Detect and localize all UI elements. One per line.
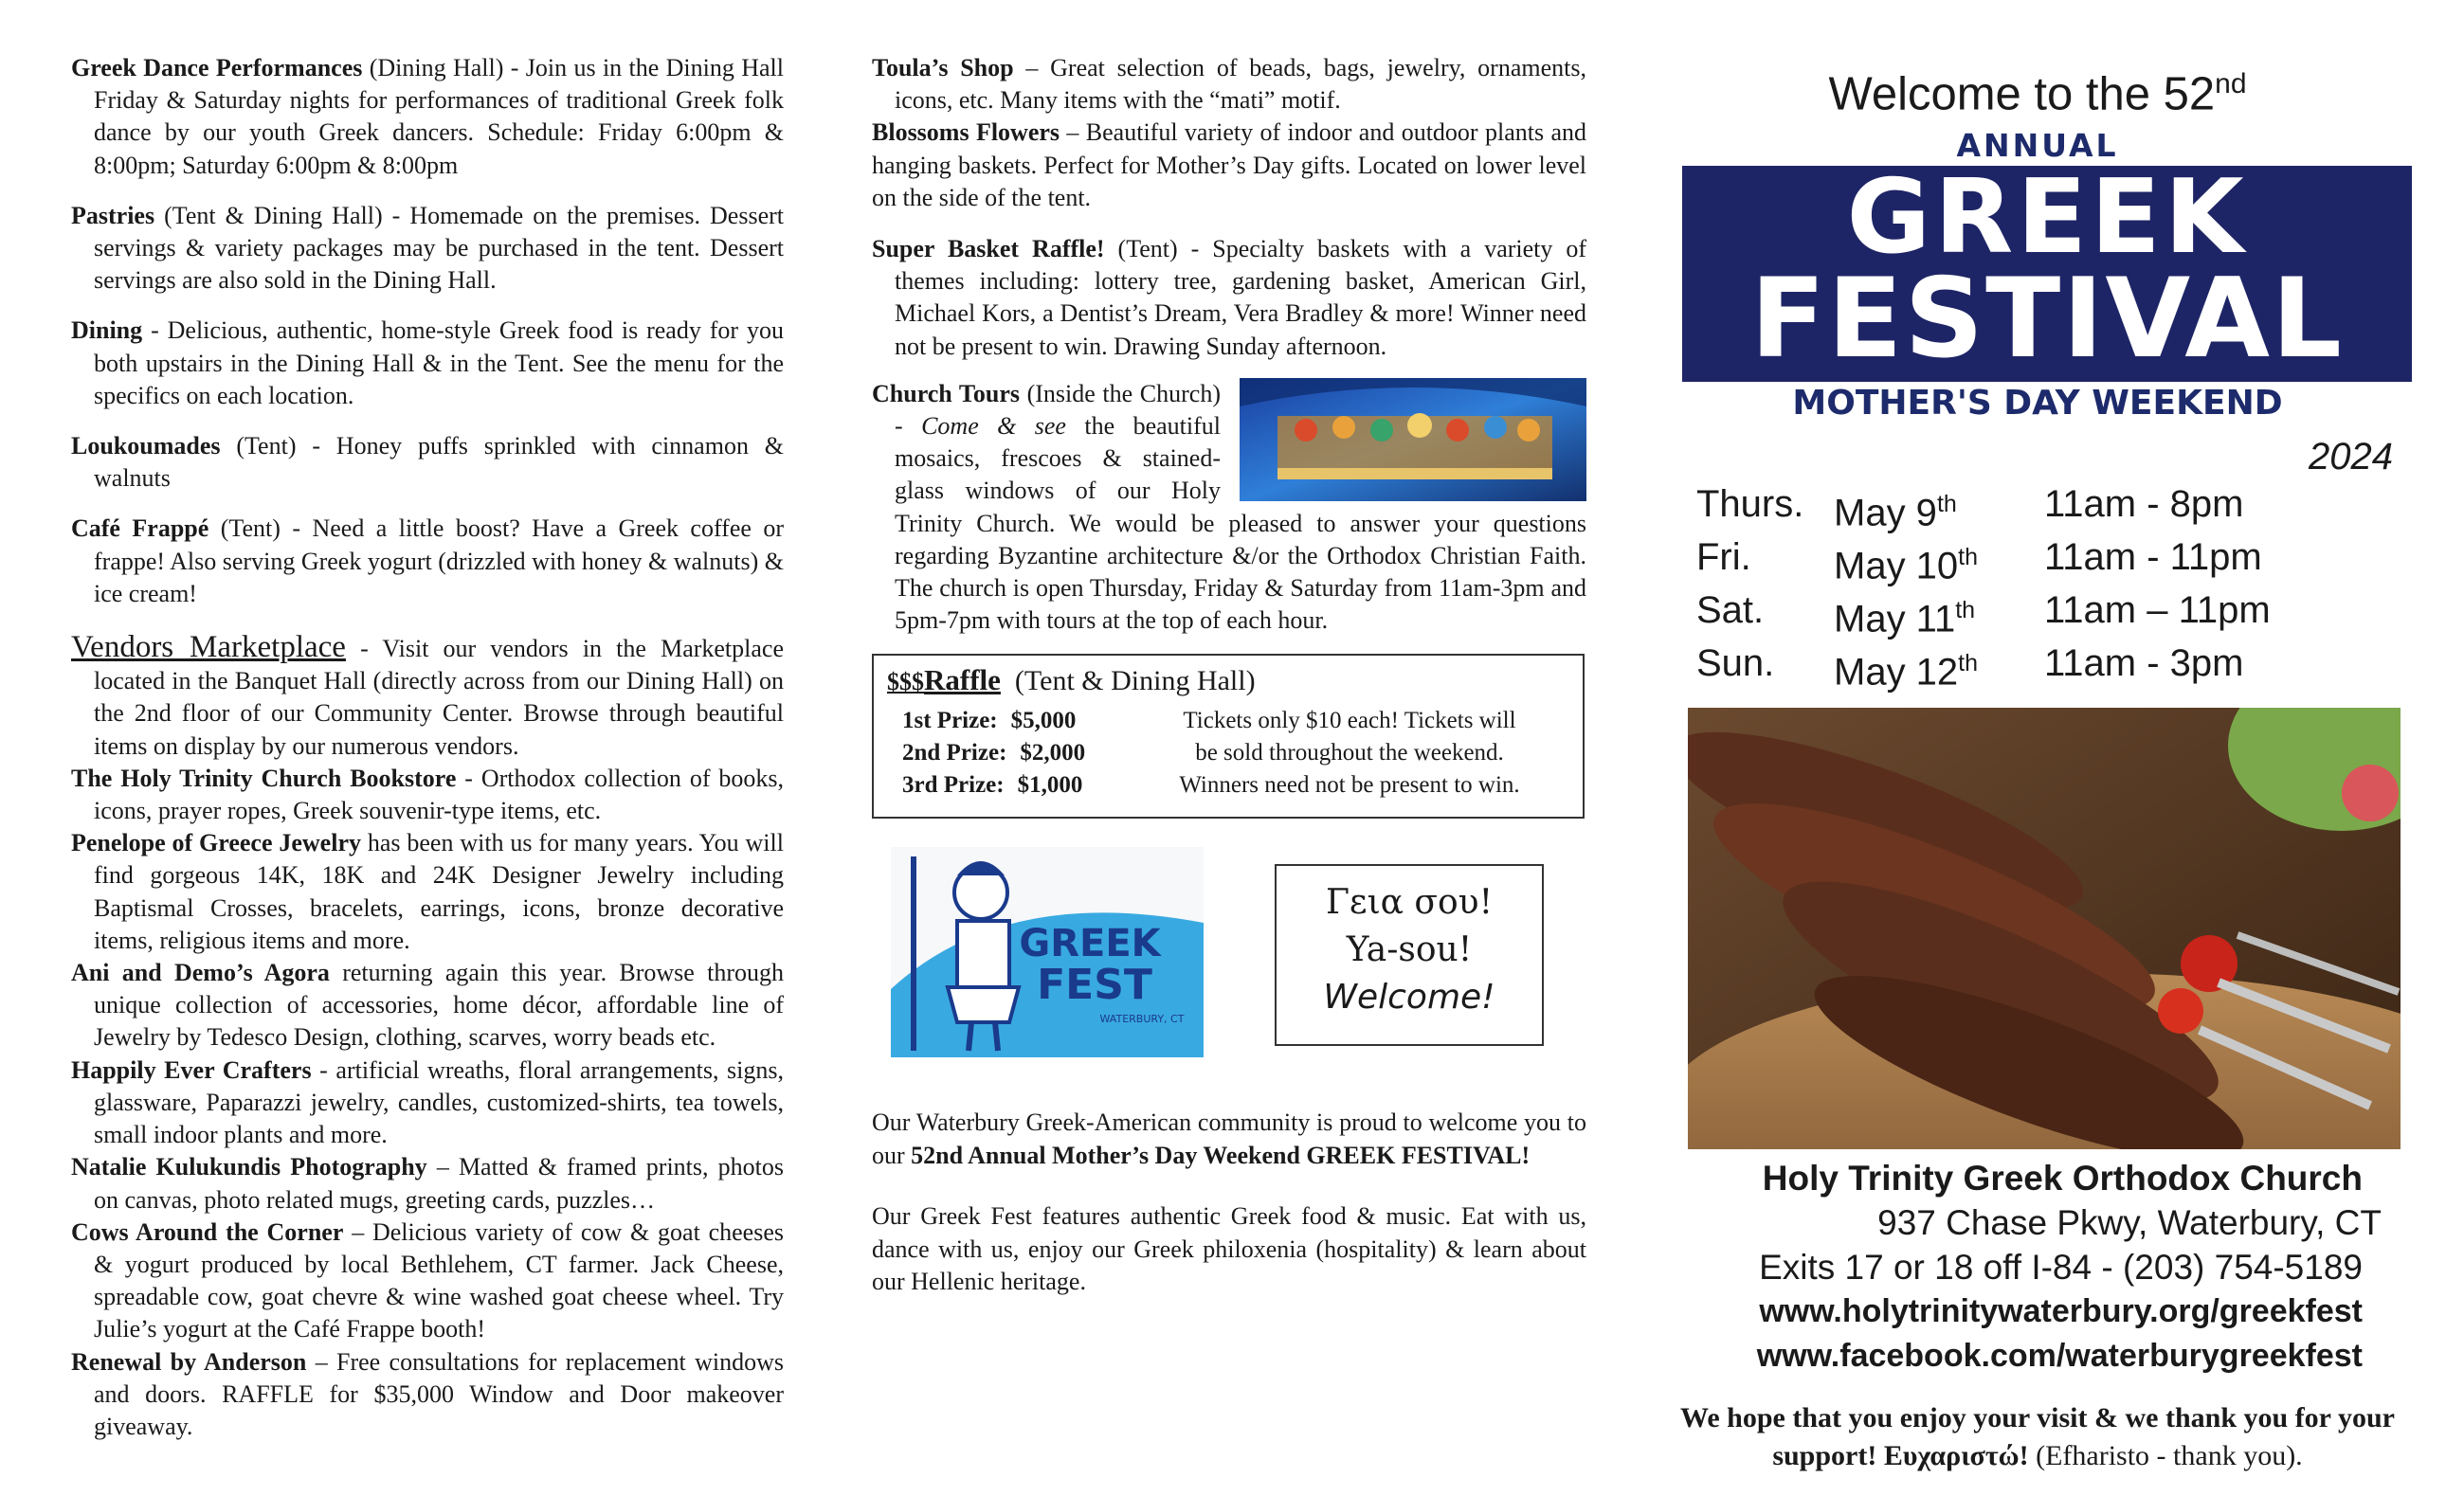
schedule-row: Thurs. May 9th 11am - 8pm [1696,483,2244,534]
entry-loukoumades: Loukoumades (Tent) - Honey puffs sprinkled with cinnamon & walnuts [71,432,784,493]
entry-cafe-frappe: Café Frappé (Tent) - Need a little boost? Have a Greek coffee or frappe! Also serving Greek yogurt (drizzled with honey & walnuts) & ice cream! [71,514,785,607]
year: 2024 [2309,436,2393,478]
prize-row: 2nd Prize: $2,000 [902,740,1086,766]
entry-dining: Dining - Delicious, authentic, home-style Greek food is ready for you both upstairs in the Dining Hall & in the Tent. See the menu for the specifics on each location. [71,316,784,409]
website-link[interactable]: www.holytrinitywaterbury.org/greekfest [1759,1292,2363,1329]
annual-label: ANNUAL [1956,127,2119,165]
schedule-row: Sat. May 11th 11am – 11pm [1696,588,2271,640]
vendors-heading: Vendors Marketplace [71,630,346,665]
svg-text:FEST: FEST [1037,961,1152,1010]
entry-dance: Greek Dance Performances (Dining Hall) - Join us in the Dining Hall Friday & Saturday nights for performances of traditional Greek folk dance by our youth Greek dancers. Schedule: Friday 6:00pm & 8:00pm; Saturday 6:00pm & 8:00pm [71,54,784,179]
vendor-crafters: Happily Ever Crafters - artificial wreaths, floral arrangements, signs, glassware, Paparazzi jewelry, candles, customized-shirts, tea towels, small indoor plants and more. [71,1055,784,1149]
svg-text:WATERBURY, CT: WATERBURY, CT [1099,1013,1185,1026]
vendor-bookstore: The Holy Trinity Church Bookstore - Orthodox collection of books, icons, prayer ropes, Greek souvenir-type items, etc. [71,764,784,825]
facebook-link[interactable]: www.facebook.com/waterburygreekfest [1756,1337,2363,1374]
greeting-english: Welcome! [1323,978,1495,1018]
vendors-marketplace: Vendors Marketplace - Visit our vendors in the Marketplace located in the Banquet Hall (directly across from our Dining Hall) on the 2nd floor of our Community Center. Browse through beautiful items on display by our numerous vendors. [71,630,785,760]
welcome-paragraph: Our Waterbury Greek-American community is proud to welcome you to our 52nd Annual Mother’s Day Weekend GREEK FESTIVAL! [872,1108,1586,1169]
greeting-greek: Γεια σου! [1325,883,1494,923]
welcome-title: Welcome to the 52nd [1828,68,2247,120]
greek-fest-logo [891,847,1204,1057]
stained-glass-image [1240,378,1586,501]
schedule [1696,482,2412,694]
middle-column [872,52,1586,1299]
mothers-day-label: MOTHER'S DAY WEEKEND [1792,384,2283,424]
exits-phone: Exits 17 or 18 off I-84 - (203) 754-5189 [1759,1247,2363,1287]
greeting-translit: Ya-sou! [1346,930,1473,970]
church-name: Holy Trinity Greek Orthodox Church [1762,1158,2363,1198]
entry-pastries: Pastries (Tent & Dining Hall) - Homemade on the premises. Dessert servings & variety packages may be purchased in the tent. Dessert servings are also sold in the Dining Hall. [71,201,784,295]
entry-basket-raffle: Super Basket Raffle! (Tent) - Specialty baskets with a variety of themes including: lottery tree, gardening basket, American Girl, Michael Kors, a Dentist’s Dream, Vera Bradley & more! Winner need not be present to win. Drawing Sunday afternoon. [872,234,1587,360]
prize-row: 1st Prize: $5,000 [902,708,1077,734]
vendor-penelope: Penelope of Greece Jewelry has been with us for many years. You will find gorgeous 14K, 18K and 24K Designer Jewelry including Baptismal Crosses, bracelets, earrings, icons, bronze decorative items, religious items and more. [71,829,784,954]
vendor-agora: Ani and Demo’s Agora returning again this year. Browse through unique collection of accessories, home décor, affordable line of Jewelry by Tedesco Design, clothing, scarves, worry beads etc. [71,959,784,1052]
left-column [71,52,784,1443]
vendor-renewal: Renewal by Anderson – Free consultations for replacement windows and doors. RAFFLE for $35,000 Window and Door makeover giveaway. [71,1347,784,1440]
features-paragraph: Our Greek Fest features authentic Greek food & music. Eat with us, dance with us, enjoy our Greek philoxenia (hospitality) & learn about our Hellenic heritage. [872,1202,1586,1296]
vendor-photography: Natalie Kulukundis Photography – Matted & framed prints, photos on canvas, photo related mugs, greeting cards, puzzles… [71,1153,784,1214]
church-tours: Church Tours (Inside the Church) - Come & see the beautiful mosaics, frescoes & stained-glass windows of our Holy Trinity Church. We would be pleased to answer your questions regarding Byzantine architecture &/or the Orthodox Christian Faith. The church is open Thursday, Friday & Saturday from 11am-3pm and 5pm-7pm with tours at the top of each hour. [872,379,1586,635]
prize-row: 3rd Prize: $1,000 [902,772,1083,799]
svg-text:GREEK: GREEK [1019,922,1161,966]
raffle-heading: $$$Raffle (Tent & Dining Hall) [887,663,1256,697]
greeting-box [1275,864,1544,1046]
address: 937 Chase Pkwy, Waterbury, CT [1877,1202,2382,1242]
raffle-ticket-info: Tickets only $10 each! Tickets will be sold throughout the weekend. Winners need not be present to win. [1179,708,1520,799]
raffle-box [872,654,1585,819]
thank-you-note: We hope that you enjoy your visit & we thank you for your support! Ευχαριστώ! (Efharisto - thank you). [1680,1401,2395,1471]
entry-blossoms: Blossoms Flowers – Beautiful variety of indoor and outdoor plants and hanging baskets. Perfect for Mother’s Day gifts. Located on lower level on the side of the tent. [872,118,1586,212]
vendor-cows: Cows Around the Corner – Delicious variety of cow & goat cheeses & yogurt produced by local Bethlehem, CT farmer. Jack Cheese, spreadable cow, goat chevre & wine washed goat cheese wheel. Try Julie’s yogurt at the Café Frappe booth! [71,1217,784,1343]
church-info [1663,1156,2412,1379]
raffle-prizes [887,705,1130,802]
schedule-row: Sun. May 12th 11am - 3pm [1696,641,2244,694]
schedule-row: Fri. May 10th 11am - 11pm [1696,536,2262,587]
right-column [1663,55,2412,1475]
festival-banner: GREEK FESTIVAL [1682,166,2412,382]
souvlaki-photo [1688,708,2401,1149]
entry-toulas-shop: Toula’s Shop – Great selection of beads, bags, jewelry, ornaments, icons, etc. Many items with the “mati” motif. [872,54,1586,115]
